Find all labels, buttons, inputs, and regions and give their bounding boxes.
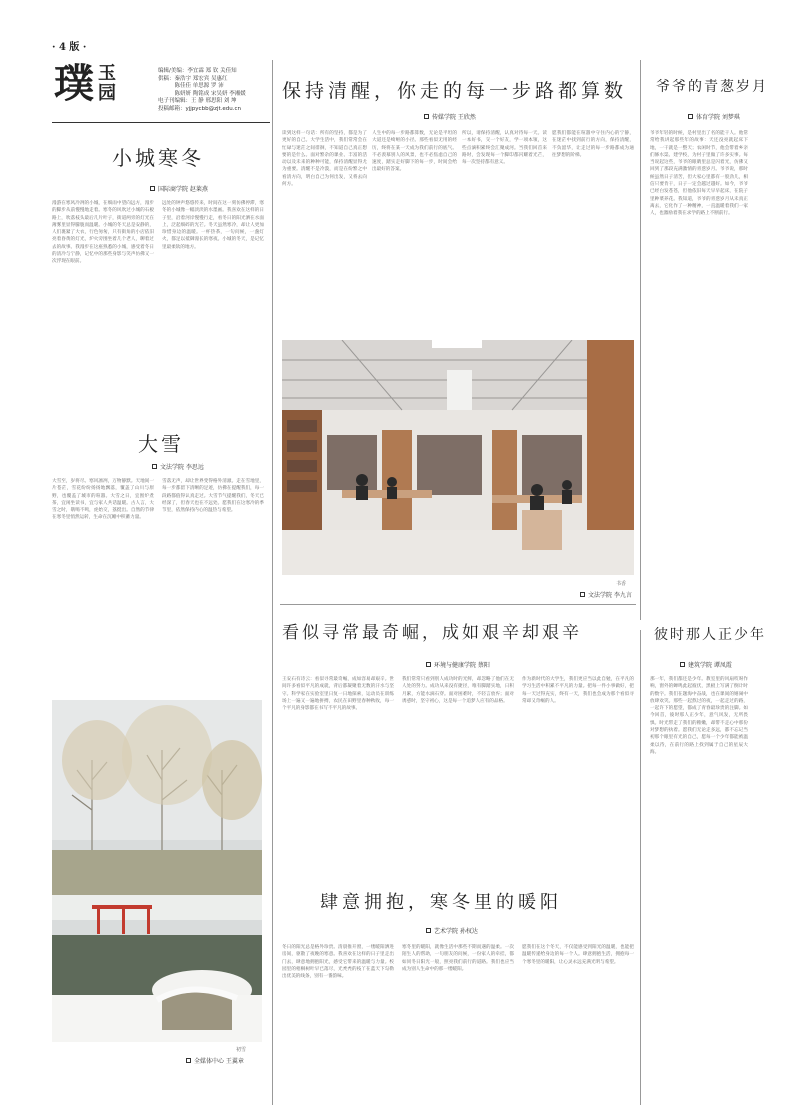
masthead-line: 投稿邮箱：yjjpycbb@zjt.edu.cn	[158, 105, 242, 112]
byline-marker	[152, 464, 157, 469]
photo-title: 书香	[616, 581, 627, 587]
article-body: 人生中的每一步路都算数，无论是平坦的大道还是崎岖的小径。那些看似无用的经历，终将在某一天成为我们前行的底气。不必羡慕别人的风景，也不必焦虑自己的速度，踏实走好脚下的每一步，时间会给出最好的答案。	[372, 131, 457, 173]
article-body: 那一年，我们都还是少年。教室里的风扇吱呀作响，窗外的蝉鸣此起彼伏，黑板上写满了倒计时的数字。我们在题海中奋战，也在课间的嬉闹中放肆欢笑。那些一起熬过的夜，一起走过的路，一起许下的愿望，都成了青春最珍贵的注脚。如今回首，彼时那人正少年，意气风发，无所畏惧。时光带走了我们的稚嫩，却带不走心中那份对梦想的执着。愿我们无论走多远，都不忘记当初那个眼里有光的自己，愿每一个少年都能被温柔以待，在前行的路上找到属于自己的星辰大海。	[650, 677, 748, 755]
byline-marker	[580, 592, 585, 597]
section-divider	[280, 604, 636, 605]
article-body: 寒冬里的暖阳，就像生活中那些不期而遇的温柔。一次陌生人的帮助，一句朋友的问候，一份家人的牵挂，都如同冬日阳光一般，照亮我们前行的道路。我们也应当成为别人生命中的那一缕暖阳。	[402, 945, 514, 972]
byline-text: 体育学院 刘梦琪	[696, 114, 740, 121]
article-byline	[680, 660, 732, 669]
article-byline	[426, 660, 490, 669]
masthead-line: 陈妍妍 陶铭成 宋吴妍 李湘媛	[158, 90, 246, 97]
photo-title: 初雪	[236, 1047, 247, 1053]
article-body: 雪落无声，却让世界变得格外清澈。走在雪地里，每一步都留下清晰的足迹，仿佛在提醒我们，每一段路都值得认真走过。大雪节气提醒我们，冬天已经深了，但春天也在不远处。愿我们在这寒冷的季节里，依然保持内心的温热与希望。	[162, 479, 264, 514]
article-body: 所以，请保持清醒，认真对待每一天。读一本好书，交一个好友，学一项本领，这些点滴积累终会汇聚成河。当我们回首来路时，会发现每一个脚印都闪耀着光芒，每一次坚持都有意义。	[462, 131, 547, 166]
byline-marker	[426, 662, 431, 667]
article-byline	[688, 112, 740, 121]
byline-marker	[426, 928, 431, 933]
page-number: · 4 版 ·	[52, 42, 87, 53]
byline-marker	[688, 114, 693, 119]
article-body: 愿我们在这个冬天，不仅能感受到阳光的温暖，也能把温暖传递给身边的每一个人。肆意拥抱生活，拥抱每一个寒冬里的暖阳，让心灵永远充满光明与希望。	[522, 945, 634, 965]
masthead-line: 编辑/美编：李宜霖 郑 钦 关佳知	[158, 68, 237, 74]
article-byline	[424, 112, 476, 121]
photo-credit	[580, 590, 632, 599]
article-body: 愿我们都能在喧嚣中守住内心的宁静，在迷茫中找到前行的方向，保持清醒，不负韶华，让走过的每一步路都成为通往梦想的阶梯。	[552, 131, 634, 158]
byline-text: 建筑学院 谭凤霞	[688, 662, 732, 669]
byline-text: 文法学院 李思远	[160, 464, 204, 471]
byline-text: 环境与健康学院 蔡阳	[434, 662, 490, 669]
article-byline	[426, 926, 478, 935]
byline-marker	[186, 1058, 191, 1063]
header-divider	[52, 122, 270, 123]
byline-text: 传媒学院 王欣然	[432, 114, 476, 121]
logo-main: 璞	[54, 60, 94, 107]
logo-side-2: 园	[98, 83, 116, 104]
logo-side-1: 玉	[98, 63, 116, 84]
masthead-line: 电子刊编辑：王 静 邢思阳 刘 坤	[158, 98, 237, 105]
article-body: 作为新时代的大学生，我们更应当以此自勉，在平凡的学习生活中积累不平凡的力量。把每一件小事做好，把每一天过得充实，终有一天，我们也会成为那个看似寻常却又奇崛的人。	[522, 677, 634, 704]
byline-marker	[680, 662, 685, 667]
article-title: 彼时那人正少年	[654, 627, 766, 643]
article-title: 大雪	[138, 432, 184, 456]
article-body: 远处的钟声悠悠传来，时间在这一刻仿佛停滞，寒冬的小城像一幅淡淡的水墨画。我喜欢在这样的日子里，沿着河岸慢慢行走，看冬日的阳光洒在水面上，泛起细碎的光芒。冬天虽然寒冷，却让人更加珍惜身边的温暖。一杯热茶，一句问候，一盏灯火，都足以抵御漫长的寒夜。小城的冬天，是记忆里最柔软的地方。	[162, 201, 264, 250]
winter-photo	[52, 700, 262, 1042]
column-divider	[640, 630, 641, 1105]
article-title: 小城寒冬	[112, 146, 204, 170]
logo	[54, 62, 126, 106]
photo-credit	[186, 1056, 244, 1065]
byline-marker	[424, 114, 429, 119]
article-body: 冬日的阳光总是格外珍贵。清晨推开窗，一缕暖阳洒进房间，驱散了夜晚的寒意。我喜欢在这样的日子里走出门去，肆意地拥抱阳光，感受它带来的温暖与力量。校园里的梧桐树叶早已落尽，光秃秃的枝丫在蓝天下勾勒出优美的线条，别有一番韵味。	[282, 945, 394, 980]
article-title: 看似寻常最奇崛，成如艰辛却艰辛	[282, 623, 582, 643]
article-body: 漫游在寒风冷冽的小城，在细雨中望向远方，漫步的脚步从前慢慢地走着。寒冬的风吹过小城的石板路上，吹落枝头最后几片叶子，街道两旁的灯光在薄雾里显得朦胧而温暖。小城的冬天总是安静的，人们裹紧了大衣，行色匆匆，只有街角的小店依旧亮着昏黄的灯光，炉火旁围坐着几个老人，聊着过去的故事。我漫步在这座熟悉的小城，感受着冬日的清冷与宁静，记忆中的那些身影与笑声仿佛又一次浮现在眼前。	[52, 201, 154, 265]
column-divider	[272, 60, 273, 1105]
article-title: 爷爷的青葱岁月	[656, 79, 768, 95]
library-photo	[282, 340, 634, 575]
article-body: 爷爷年轻的时候，是村里出了名的能干人。他常常给我讲起那些年的故事：天还没亮就起床下地，一干就是一整天；农闲时节，他会带着乡亲们修水渠、建学校，为村子里做了许多实事。每当说起这些，爷爷的眼睛里总是闪着光，仿佛又回到了那段充满激情的青葱岁月。爷爷说，那时候虽然日子清苦，但大家心里都有一股劲儿，相信只要肯干，日子一定会越过越好。如今，爷爷已经白发苍苍，但他依旧每天早早起床，在院子里种菜养花。我知道，爷爷的青葱岁月从未真正离去，它化作了一种精神，一直温暖着我们一家人，也激励着我在求学的路上不断前行。	[650, 131, 748, 217]
byline-text: 全媒体中心 王翼章	[194, 1058, 244, 1065]
article-title: 肆意拥抱，寒冬里的暖阳	[320, 892, 562, 913]
article-body: 我们常常只看到别人成功时的光鲜，却忽略了他们在无人处的努力。成功从来没有捷径，唯有脚踏实地，日积月累，方能水滴石穿。面对困难时，不轻言放弃；面对诱惑时，坚守初心，这是每一个追梦人应有的品格。	[402, 677, 514, 704]
masthead-info	[158, 68, 246, 114]
byline-text: 国际商学院 赵莱燕	[158, 186, 208, 193]
article-body: 大雪至，岁将尽。寒风凛冽，万物静默。天地间一片苍茫，雪花纷纷扬扬地飘落，覆盖了山川与原野，也覆盖了城市的喧嚣。大雪之日，宜围炉煮茶，宜闲坐读书，宜与家人共话温暖。古人言，大雪之时，鹖鴠不鸣，虎始交，荔挺出。自然的节律在寒冬里悄然运转，生命在沉睡中积蓄力量。	[52, 479, 154, 521]
column-divider	[640, 60, 641, 620]
article-body: 读到这样一句话：所有的坚持，都是为了更好的自己。大学生活中，我们常常会在忙碌与迷茫之间徘徊，不知道自己真正想要的是什么。面对繁杂的课业、丰富的活动以及未来的种种可能，保持清醒显得尤为重要。清醒不是冷漠，而是在纷繁之中看清方向，明白自己为何出发，又将去向何方。	[282, 131, 367, 188]
byline-text: 文法学院 李九言	[588, 592, 632, 599]
masthead-line: 陈佳佳 单思源 罗 沛	[158, 83, 224, 90]
byline-marker	[150, 186, 155, 191]
article-byline	[152, 462, 204, 471]
masthead-line: 供稿：秦浩宇 郑宏宾 吴惠红	[158, 75, 228, 82]
article-title: 保持清醒，你走的每一步路都算数	[282, 80, 628, 102]
article-byline	[150, 184, 208, 193]
byline-text: 艺术学院 孙权达	[434, 928, 478, 935]
article-body: 王安石有诗云：看似寻常最奇崛，成如容易却艰辛。世间许多看似平凡的成就，背后都凝聚着无数的汗水与坚守。科学家在实验室里日复一日地探索，运动员在训练场上一遍又一遍地拼搏，农民在田野里春种秋收，每一个平凡的身影都在书写不平凡的故事。	[282, 677, 394, 712]
